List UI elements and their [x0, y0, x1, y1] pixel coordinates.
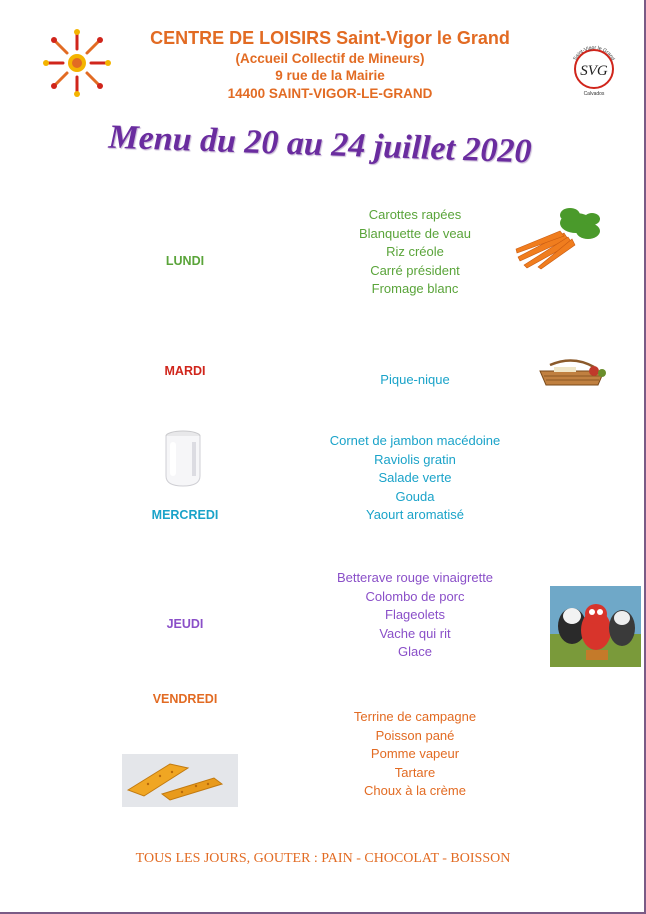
day-vendredi: VENDREDI: [152, 692, 218, 706]
menu-vendredi: [300, 708, 530, 801]
menu-item: Yaourt aromatisé: [365, 507, 465, 522]
menu-item: Flageolets: [385, 607, 445, 622]
svg-text:Saint-Vigor le Grand: Saint-Vigor le Grand: [572, 44, 616, 62]
menu-item: Vache qui rit: [379, 625, 451, 641]
menu-mardi: [300, 371, 530, 390]
town-seal-logo: [564, 40, 624, 98]
center-name: CENTRE DE LOISIRS Saint-Vigor le Grand: [150, 28, 510, 48]
menu-item: Fromage blanc: [371, 281, 459, 296]
menu-title: Menu du 20 au 24 juillet 2020: [107, 118, 533, 171]
menu-mercredi: [300, 432, 530, 525]
menu-item: Glace: [398, 644, 432, 659]
day-lundi: LUNDI: [165, 254, 205, 268]
day-mercredi: MERCREDI: [151, 508, 219, 522]
menu-item: Cornet de jambon macédoine: [329, 433, 501, 448]
svg-text:SVG: SVG: [580, 63, 608, 79]
menu-item: Tartare: [394, 764, 436, 780]
menu-item: Riz créole: [386, 244, 444, 259]
cartoon-cows-image: [550, 586, 641, 667]
menu-item: Poisson pané: [375, 727, 455, 743]
menu-lundi: [300, 206, 530, 299]
menu-item: Gouda: [395, 488, 435, 504]
svg-text:Calvados: Calvados: [583, 91, 605, 97]
menu-item: Carré président: [370, 262, 460, 278]
menu-item: Raviolis gratin: [374, 451, 456, 467]
menu-item: Carottes rapées: [368, 207, 462, 222]
center-street: 9 rue de la Mairie: [275, 68, 385, 83]
carrots-image: [512, 205, 604, 271]
menu-item: Salade verte: [378, 470, 452, 485]
yogurt-jar-image: [160, 430, 206, 488]
picnic-basket-image: [536, 359, 610, 387]
menu-item: Terrine de campagne: [353, 709, 477, 724]
center-subtitle: (Accueil Collectif de Mineurs): [235, 51, 425, 66]
sun-children-logo: [42, 28, 112, 98]
menu-item: Blanquette de veau: [358, 225, 472, 241]
menu-item: Choux à la crème: [364, 783, 466, 798]
menu-item: Pomme vapeur: [370, 746, 460, 761]
menu-item: Betterave rouge vinaigrette: [336, 570, 494, 585]
menu-jeudi: [300, 569, 530, 662]
menu-item: Colombo de porc: [365, 588, 465, 604]
daily-snack-note: TOUS LES JOURS, GOUTER : PAIN - CHOCOLAT - BOISSON: [135, 851, 511, 866]
day-mardi: MARDI: [164, 364, 206, 378]
center-city: 14400 SAINT-VIGOR-LE-GRAND: [227, 86, 433, 101]
breaded-fish-image: [122, 754, 238, 807]
menu-item: Pique-nique: [380, 372, 450, 387]
day-jeudi: JEUDI: [166, 617, 204, 631]
